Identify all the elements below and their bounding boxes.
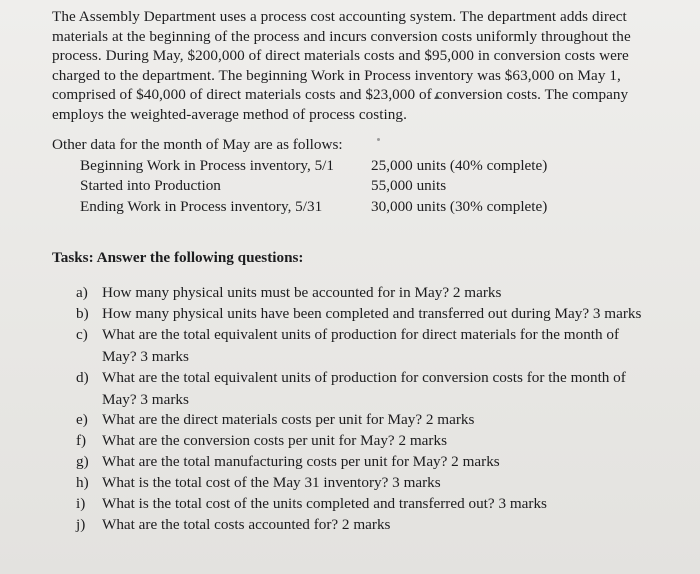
data-row-value: 30,000 units (30% complete) [371,198,548,215]
task-marker: f) [76,432,87,449]
task-text: What are the total equivalent units of production for direct materials for the month of May? 3 marks [102,326,620,365]
task-item-c [76,324,656,367]
task-item-g [76,451,676,473]
task-marker: a) [76,284,88,301]
task-marker: d) [76,369,89,386]
task-item-f [76,430,676,452]
task-text: What are the total equivalent units of production for conversion costs for the month of May? 3 marks [102,369,626,408]
data-row-label: Ending Work in Process inventory, 5/31 [80,198,323,215]
task-text: What are the total costs accounted for? 2 marks [102,516,391,533]
task-item-e [76,409,676,431]
tasks-heading: Tasks: Answer the following questions: [52,249,304,266]
task-text: What are the conversion costs per unit for May? 2 marks [102,432,447,449]
task-item-b [76,303,676,325]
task-item-d [76,367,664,410]
task-text: What are the direct materials costs per unit for May? 2 marks [102,411,475,428]
stray-dot-mark [377,138,380,141]
task-marker: h) [76,474,89,491]
task-text: What are the total manufacturing costs per unit for May? 2 marks [102,453,500,470]
caret-mark [434,94,440,99]
task-text: What is the total cost of the May 31 inventory? 3 marks [102,474,441,491]
task-marker: b) [76,305,89,322]
task-text: How many physical units must be accounted for in May? 2 marks [102,284,502,301]
task-marker: e) [76,411,88,428]
task-text: How many physical units have been completed and transferred out during May? 3 marks [102,305,642,322]
intro-paragraph: The Assembly Department uses a process cost accounting system. The department adds direct materials at the beginning of the process and incurs conversion costs uniformly throughout the process. During May, $200,000 of direct materials costs and $95,000 in conversion costs were charged to the department. The beginning Work in Process inventory was $63,000 on May 1, comprised of $40,000 of direct materials costs and $23,000 of conversion costs. The company employs the weighted-average method of process costing. [52,8,631,123]
task-text: What is the total cost of the units completed and transferred out? 3 marks [102,495,547,512]
task-item-a [76,282,676,304]
task-marker: g) [76,453,89,470]
other-data-heading: Other data for the month of May are as follows: [52,136,343,153]
data-row-label: Beginning Work in Process inventory, 5/1 [80,157,334,174]
task-marker: i) [76,495,86,512]
task-marker: c) [76,326,88,343]
task-marker: j) [76,516,86,533]
task-item-j [76,514,676,536]
task-item-i [76,493,676,515]
data-row-label: Started into Production [80,177,221,194]
data-row-value: 25,000 units (40% complete) [371,157,548,174]
data-row-value: 55,000 units [371,177,447,194]
task-item-h [76,472,676,494]
